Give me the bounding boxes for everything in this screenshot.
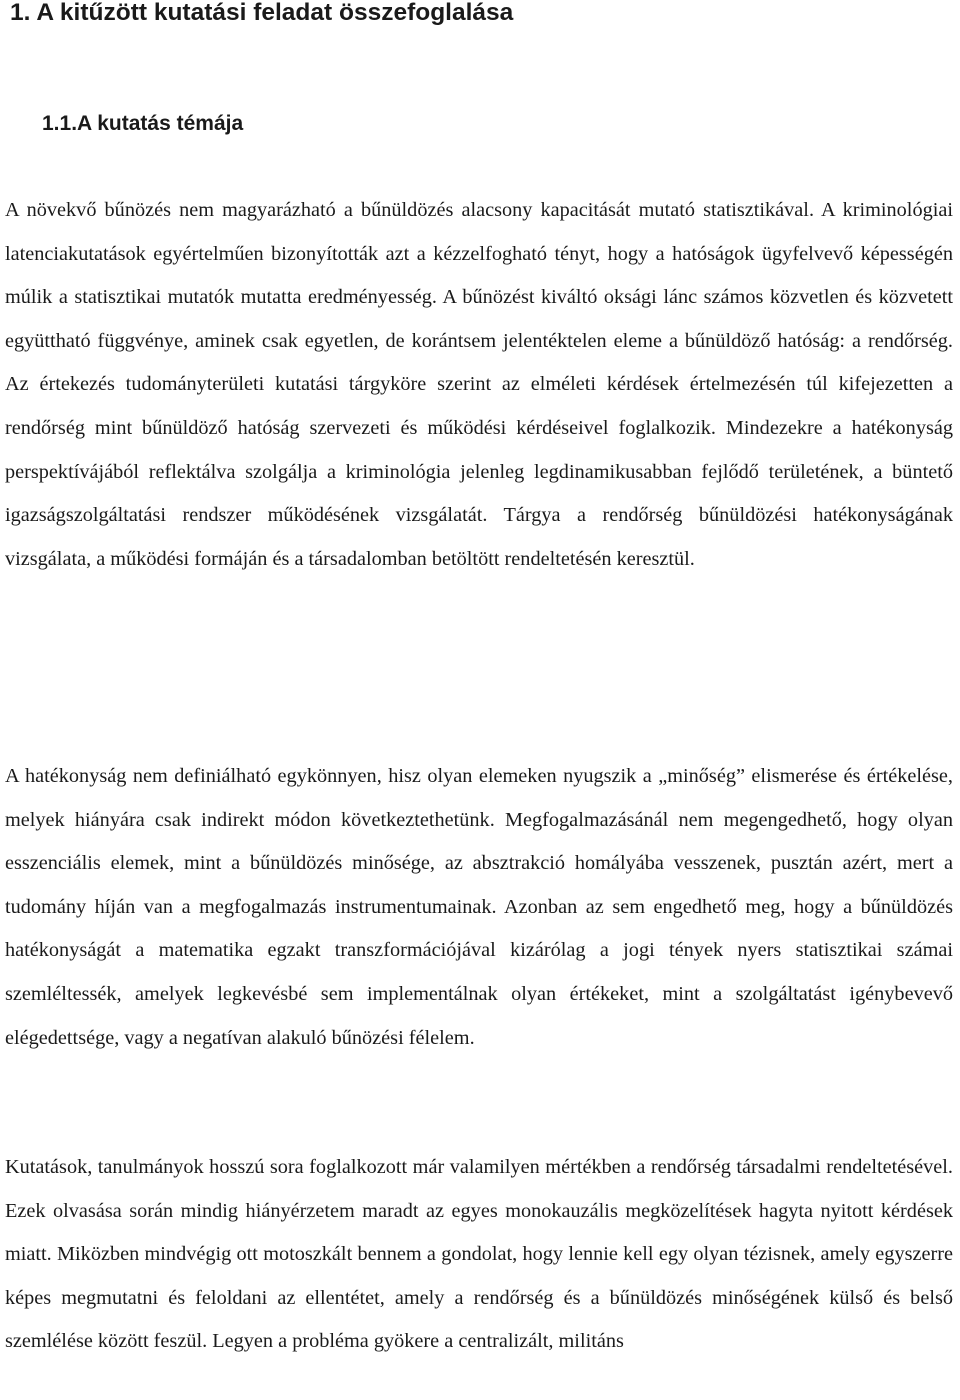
paragraph-3: Kutatások, tanulmányok hosszú sora foglalkozott már valamilyen mértékben a rendőrség társadalmi rendeltetésével. Ezek olvasása során mindig hiányérzetem maradt az egyes monokauzális megközelítések hagyta nyitott kérdések miatt. Miközben mindvégig ott motoszkált bennem a gondolat, hogy lennie kell egy olyan tézisnek, amely egyszerre képes megmutatni és feloldani az ellentétet, amely a rendőrség és a bűnüldözés minőségének külső és belső szemlélése között feszül. Legyen a probléma gyökere a centralizált, militáns	[5, 1156, 953, 1353]
paragraph-2: A hatékonyság nem definiálható egykönnyen, hisz olyan elemeken nyugszik a „minőség” elismerése és értékelése, melyek hiányára csak indirekt módon következtethetünk. Megfogalmazásánál nem megengedhető, hogy olyan esszenciális elemek, mint a bűnüldözés minősége, az absztrakció homályába vesszenek, pusztán azért, mert a tudomány híján van a megfogalmazás instrumentumainak. Azonban az sem engedhető meg, hogy a bűnüldözés hatékonyságát a matematika egzakt transzformációjával kizárólag a jogi tények nyers statisztikai számai szemléltessék, amelyek legkevésbé sem implementálnak olyan értékeket, mint a szolgáltatást igénybevevő elégedettsége, vagy a negatívan alakuló bűnözési félelem.	[5, 765, 953, 1049]
chapter-heading: 1. A kitűzött kutatási feladat összefoglalása	[10, 0, 514, 26]
paragraph-1: A növekvő bűnözés nem magyarázható a bűnüldözés alacsony kapacitását mutató statisztikával. A kriminológiai latenciakutatások egyértelműen bizonyították azt a kézzelfogható tényt, hogy a hatóságok ügyfelvevő képességén múlik a statisztikai mutatók mutatta eredményesség. A bűnözést kiváltó oksági lánc számos közvetlen és közvetett együttható függvénye, aminek csak egyetlen, de korántsem jelentéktelen eleme a bűnüldöző hatóság: a rendőrség. Az értekezés tudományterületi kutatási tárgyköre szerint az elméleti kérdések értelmezésén túl kifejezetten a rendőrség mint bűnüldöző hatóság szervezeti és működési kérdéseivel foglalkozik. Mindezekre a hatékonyság perspektívájából reflektálva szolgálja a kriminológia jelenleg legdinamikusabban fejlődő területének, a büntető igazságszolgáltatási rendszer működésének vizsgálatát. Tárgya a rendőrség bűnüldözési hatékonyságának vizsgálata, a működési formáján és a társadalomban betöltött rendeltetésén keresztül.	[5, 199, 953, 570]
section-heading: 1.1.A kutatás témája	[42, 112, 244, 135]
